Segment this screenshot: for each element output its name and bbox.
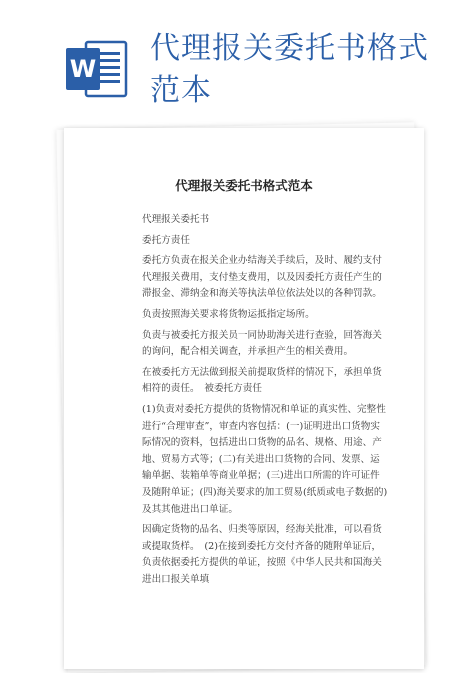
- paragraph: (1)负责对委托方提供的货物情况和单证的真实性、完整性进行“合理审查”，审查内容包括：(一)证明进出口货物实际情况的资料，包括进出口货物的品名、规格、用途、产地、贸易方式等；(二)有关进出口货物的合同、发票、运输单据、装箱单等商业单据；(三)进出口所需的许可证件及随附单证；(四)海关要求的加工贸易(纸质或电子数据的)及其其他进出口单证。: [142, 403, 388, 515]
- document-page: [64, 128, 424, 669]
- paragraph: 因确定货物的品名、归类等原因，经海关批准，可以看货或提取货样。 (2)在接到委托方交付齐备的随附单证后，负责依据委托方提供的单证，按照《中华人民共和国海关进出口报关单填: [142, 524, 382, 585]
- paragraph-heading: 代理报关委托书: [142, 214, 210, 225]
- header-banner: [0, 0, 474, 120]
- header-title: 代理报关委托书格式范本: [150, 31, 429, 108]
- paragraph: 负责按照海关要求将货物运抵指定场所。: [142, 308, 315, 320]
- word-document-icon: [64, 36, 130, 102]
- document-title: 代理报关委托书格式范本: [175, 178, 313, 193]
- paragraph: 在被委托方无法做到报关前提取货样的情况下，承担单货相符的责任。 被委托方责任: [142, 366, 382, 395]
- paragraph: 委托方负责在报关企业办结海关手续后，及时、履约支付代理报关费用，支付垫支费用，以及因委托方责任产生的滞报金、滞纳金和海关等执法单位依法处以的各种罚款。: [142, 255, 382, 300]
- paragraph-section: 委托方责任: [142, 234, 190, 246]
- paragraph: 负责与被委托方报关员一同协助海关进行查验，回答海关的询问，配合相关调查，并承担产生的相关费用。: [142, 329, 382, 358]
- svg-text:W: W: [69, 55, 97, 83]
- document-body: [142, 212, 388, 592]
